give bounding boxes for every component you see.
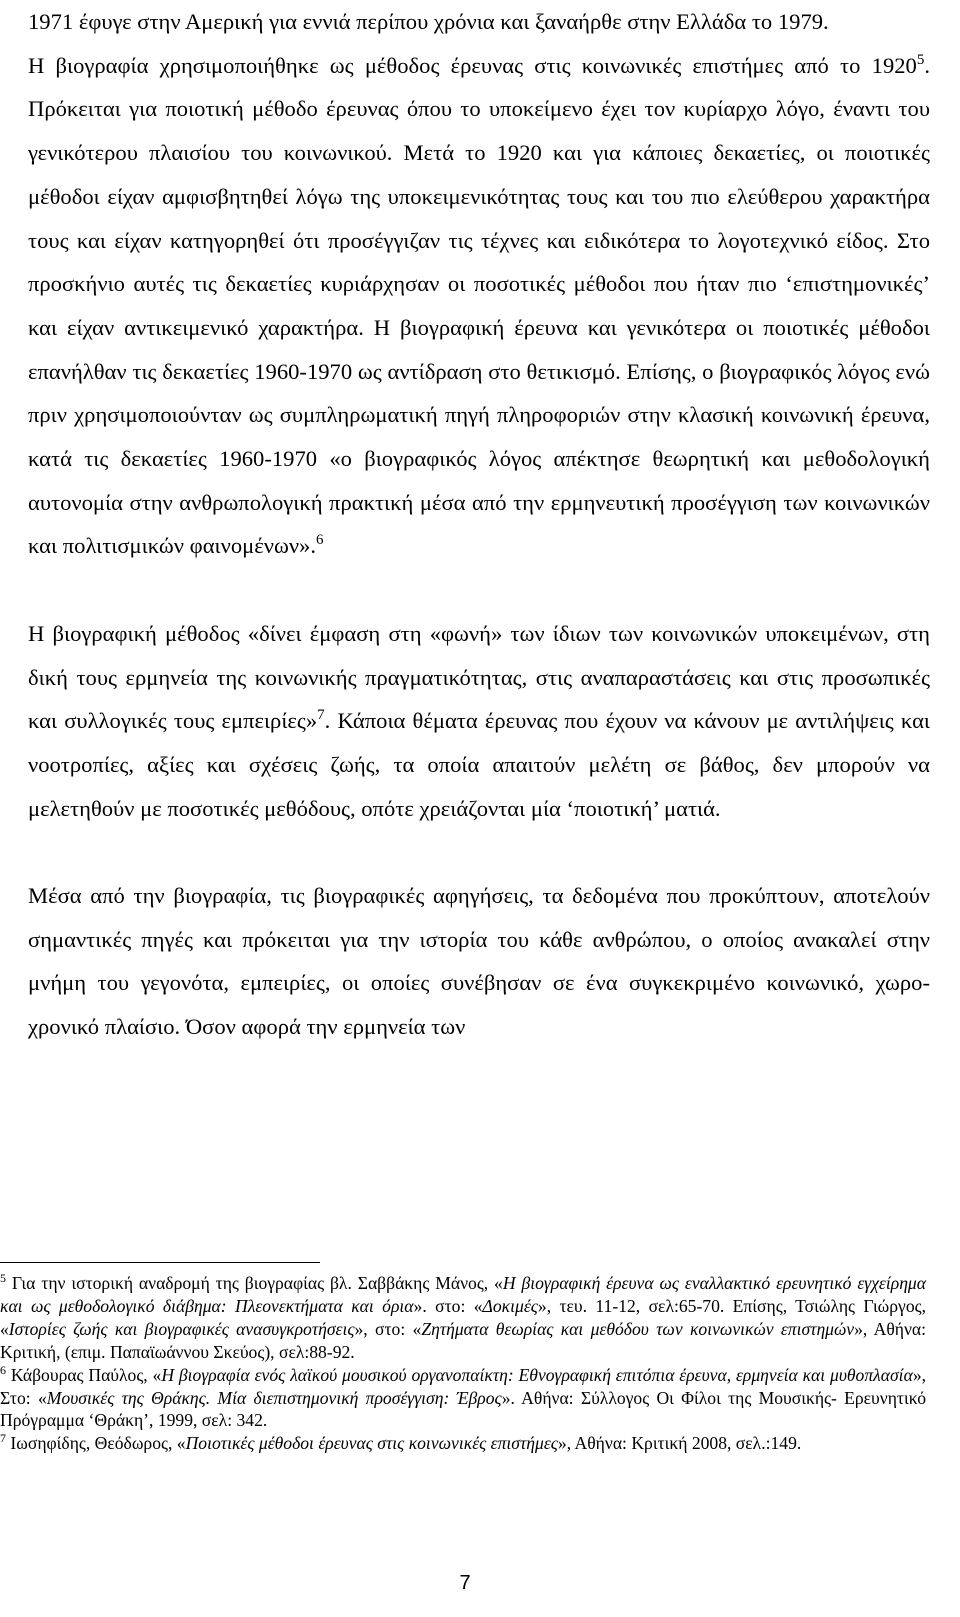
paragraph-3-text-a: Η βιογραφική μέθοδος «δίνει έμφαση στη «φωνή» των ίδιων των κοινωνικών υποκειμένων, στη δική τους ερμηνεία της κοινωνικής πραγματικότητας, στις αναπαραστάσεις και στις προσωπικές και συλλογικές τους εμπειρίες» bbox=[28, 620, 930, 734]
footnotes bbox=[0, 1272, 926, 1455]
footnote-text: », Αθήνα: Κριτική 2008, σελ.:149. bbox=[557, 1433, 802, 1454]
footnote-text: », Αθήνα: Κριτική, (επιμ. Παπαϊωάννου Σκεύος), σελ:88-92. bbox=[0, 1318, 927, 1362]
footnote-5 bbox=[0, 1272, 926, 1364]
footnote-title: Η βιογραφική έρευνα ως εναλλακτικό ερευνητικό εγχείρημα και ως μεθοδολογικό διάβημα: Πλεονεκτήματα και όρια bbox=[0, 1273, 926, 1316]
footnote-ref-6[interactable]: 6 bbox=[315, 532, 324, 549]
footnote-title: Η βιογραφία ενός λαϊκού μουσικού οργανοπαίκτη: Εθνογραφική επιτόπια έρευνα, ερμηνεία και μυθοπλασία bbox=[161, 1364, 913, 1385]
footnote-text: Κάβουρας Παύλος, « bbox=[6, 1364, 162, 1385]
paragraph-2-text-a: Η βιογραφία χρησιμοποιήθηκε ως μέθοδος έρευνας στις κοινωνικές επιστήμες από το 1920 bbox=[28, 52, 917, 78]
paragraph-4 bbox=[28, 874, 930, 1049]
footnote-title: Ζητήματα θεωρίας και μεθόδου των κοινωνικών επιστημών bbox=[421, 1318, 855, 1339]
footnote-6 bbox=[0, 1364, 926, 1433]
paragraph-2 bbox=[28, 44, 930, 568]
footnote-text: ». στο: « bbox=[413, 1295, 483, 1316]
footnote-number: 7 bbox=[0, 1431, 6, 1446]
page-number: 7 bbox=[459, 1572, 471, 1594]
footnote-title: Ιστορίες ζωής και βιογραφικές ανασυγκροτήσεις bbox=[8, 1318, 355, 1339]
paragraph-gap bbox=[28, 568, 930, 612]
footnote-number: 6 bbox=[0, 1362, 6, 1377]
footnote-title: Μουσικές της Θράκης. Μία διεπιστημονική προσέγγιση: Έβρος bbox=[46, 1387, 502, 1408]
footnote-number: 5 bbox=[0, 1271, 6, 1285]
footnote-title: Ποιοτικές μέθοδοι έρευνας στις κοινωνικές επιστήμες bbox=[185, 1433, 558, 1454]
paragraph-2-text-b: . Πρόκειται για ποιοτική μέθοδο έρευνας όπου το υποκείμενο έχει τον κυρίαρχο λόγο, έναντι του γενικότερου πλαισίου του κοινωνικού. Μετά το 1920 και για κάποιες δεκαετίες, οι ποιοτικές μέθοδοι είχαν αμφισβητηθεί λόγω της υποκειμενικότητας τους και του πιο ελεύθερου χαρακτήρα τους και είχαν κατηγορηθεί ότι προσέγγιζαν τις τέχνες και ειδικότερα το λογοτεχνικό είδος. Στο προσκήνιο αυτές τις δεκαετίες κυριάρχησαν οι ποσοτικές μέθοδοι που ήταν πιο ‘επιστημονικές’ και είχαν αντικειμενικό χαρακτήρα. Η βιογραφική έρευνα και γενικότερα οι ποιοτικές μέθοδοι επανήλθαν τις δεκαετίες 1960-1970 ως αντίδραση στο θετικισμό. Επίσης, ο βιογραφικός λόγος ενώ πριν χρησιμοποιούνταν ως συμπληρωματική πηγή πληροφοριών στην κλασική κοινωνική έρευνα, κατά τις δεκαετίες 1960-1970 «ο βιογραφικός λόγος απέκτησε θεωρητική και μεθοδολογική αυτονομία στην ανθρωπολογική πρακτική μέσα από την ερμηνευτική προσέγγιση των κοινωνικών και πολιτισμικών φαινομένων». bbox=[28, 52, 930, 559]
paragraph-1 bbox=[28, 0, 930, 44]
footnote-ref-7[interactable]: 7 bbox=[317, 707, 325, 724]
footnote-separator bbox=[0, 1262, 320, 1263]
paragraph-1-text: 1971 έφυγε στην Αμερική για εννιά περίπου χρόνια και ξαναήρθε στην Ελλάδα το 1979. bbox=[28, 9, 829, 34]
paragraph-4-text: Μέσα από την βιογραφία, τις βιογραφικές αφηγήσεις, τα δεδομένα που προκύπτουν, αποτελούν σημαντικές πηγές και πρόκειται για την ιστορία του κάθε ανθρώπου, ο οποίος ανακαλεί στην μνήμη του γεγονότα, εμπειρίες, οι οποίες συνέβησαν σε ένα συγκεκριμένο κοινωνικό, χωρο-χρονικό πλαίσιο. Όσον αφορά την ερμηνεία των bbox=[28, 883, 930, 1040]
footnote-text: », τευ. 11-12, σελ:65-70. Επίσης, Τσιώλης Γιώργος, « bbox=[0, 1295, 926, 1339]
paragraph-3 bbox=[28, 612, 930, 831]
footnote-text: ». Αθήνα: Σύλλογος Οι Φίλοι της Μουσικής- Ερευνητικό Πρόγραμμα ‘Θράκη’, 1999, σελ: 342. bbox=[0, 1387, 926, 1431]
paragraph-gap bbox=[28, 830, 930, 874]
footnote-text: », στο: « bbox=[354, 1318, 422, 1339]
body-text bbox=[28, 0, 930, 1049]
footnote-text: », Στο: « bbox=[0, 1364, 927, 1408]
footnote-ref-5[interactable]: 5 bbox=[916, 51, 925, 68]
footnote-text: Ιωσηφίδης, Θεόδωρος, « bbox=[6, 1433, 186, 1454]
paragraph-3-text-b: . Κάποια θέματα έρευνας που έχουν να κάνουν με αντιλήψεις και νοοτροπίες, αξίες και σχέσεις ζωής, τα οποία απαιτούν μελέτη σε βάθος, δεν μπορούν να μελετηθούν με ποσοτικές μεθόδους, οπότε χρειάζονται μία ‘ποιοτική’ ματιά. bbox=[28, 708, 930, 821]
footnote-text: Για την ιστορική αναδρομή της βιογραφίας βλ. Σαββάκης Μάνος, « bbox=[6, 1273, 503, 1293]
footnote-7 bbox=[0, 1432, 926, 1455]
footnote-title: Δοκιμές bbox=[482, 1295, 538, 1316]
